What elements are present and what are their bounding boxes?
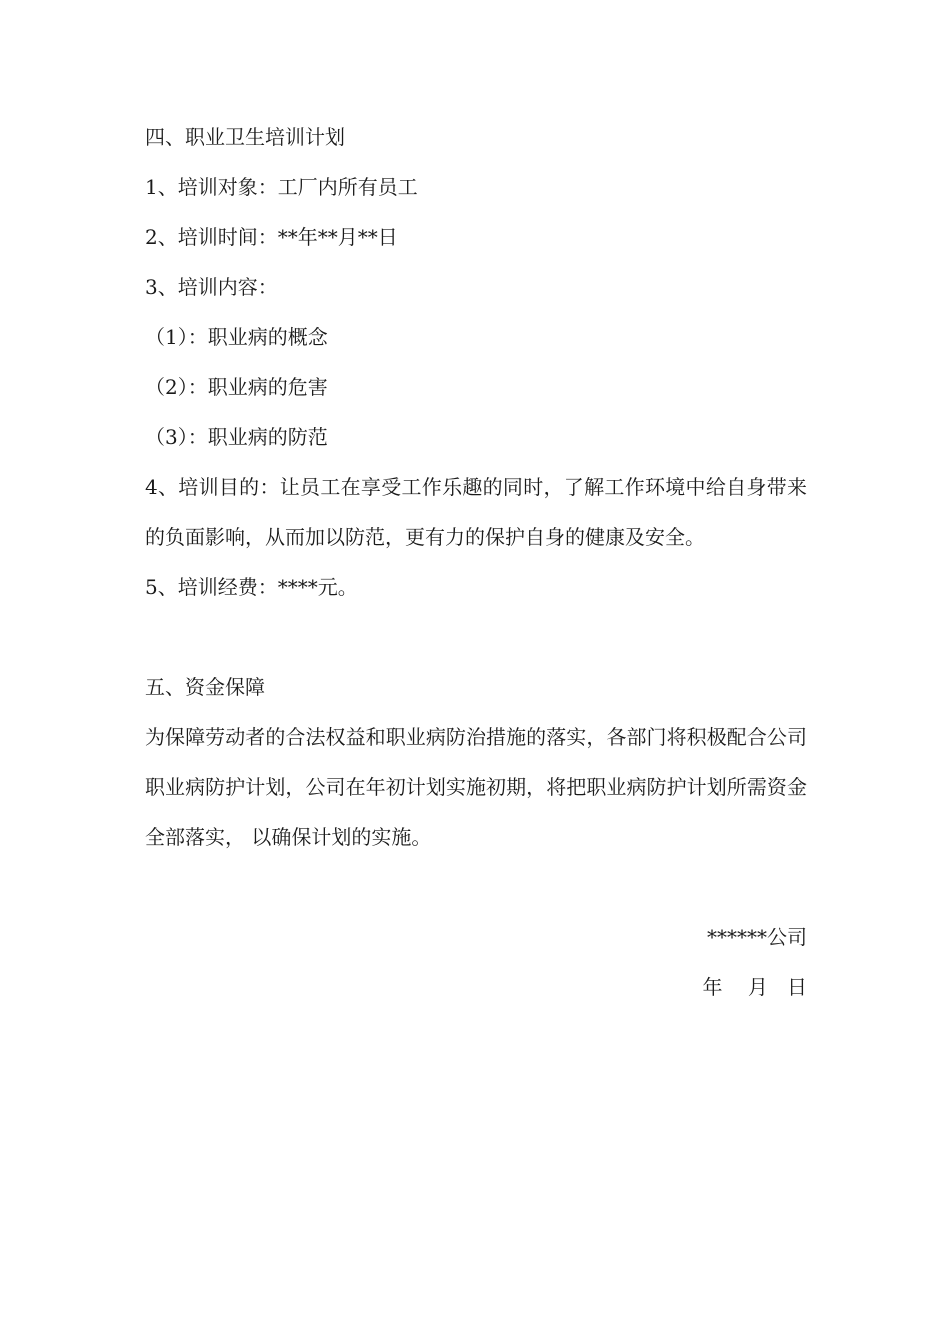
signature-company: ******公司	[707, 925, 807, 949]
training-content-item-1: （1）：职业病的概念	[145, 325, 328, 349]
training-content: 3、培训内容：	[145, 275, 278, 299]
training-budget: 5、培训经费：****元。	[145, 575, 358, 599]
training-content-item-2: （2）：职业病的危害	[145, 375, 328, 399]
training-content-item-3: （3）：职业病的防范	[145, 425, 328, 449]
section-spacer	[145, 612, 807, 662]
signature-date: 年 月 日	[702, 975, 807, 999]
training-target: 1、培训对象：工厂内所有员工	[145, 175, 418, 199]
document-body	[145, 112, 807, 1012]
funding-paragraph: 为保障劳动者的合法权益和职业病防治措施的落实，各部门将积极配合公司职业病防护计划，公司在年初计划实施初期，将把职业病防护计划所需资金全部落实， 以确保计划的实施。	[145, 725, 807, 849]
section-5-title: 五、资金保障	[145, 675, 265, 699]
section-4-title: 四、职业卫生培训计划	[145, 125, 345, 149]
signature-spacer	[145, 862, 807, 912]
training-purpose: 4、培训目的：让员工在享受工作乐趣的同时，了解工作环境中给自身带来的负面影响，从而加以防范，更有力的保护自身的健康及安全。	[145, 475, 807, 549]
training-time: 2、培训时间：**年**月**日	[145, 225, 398, 249]
